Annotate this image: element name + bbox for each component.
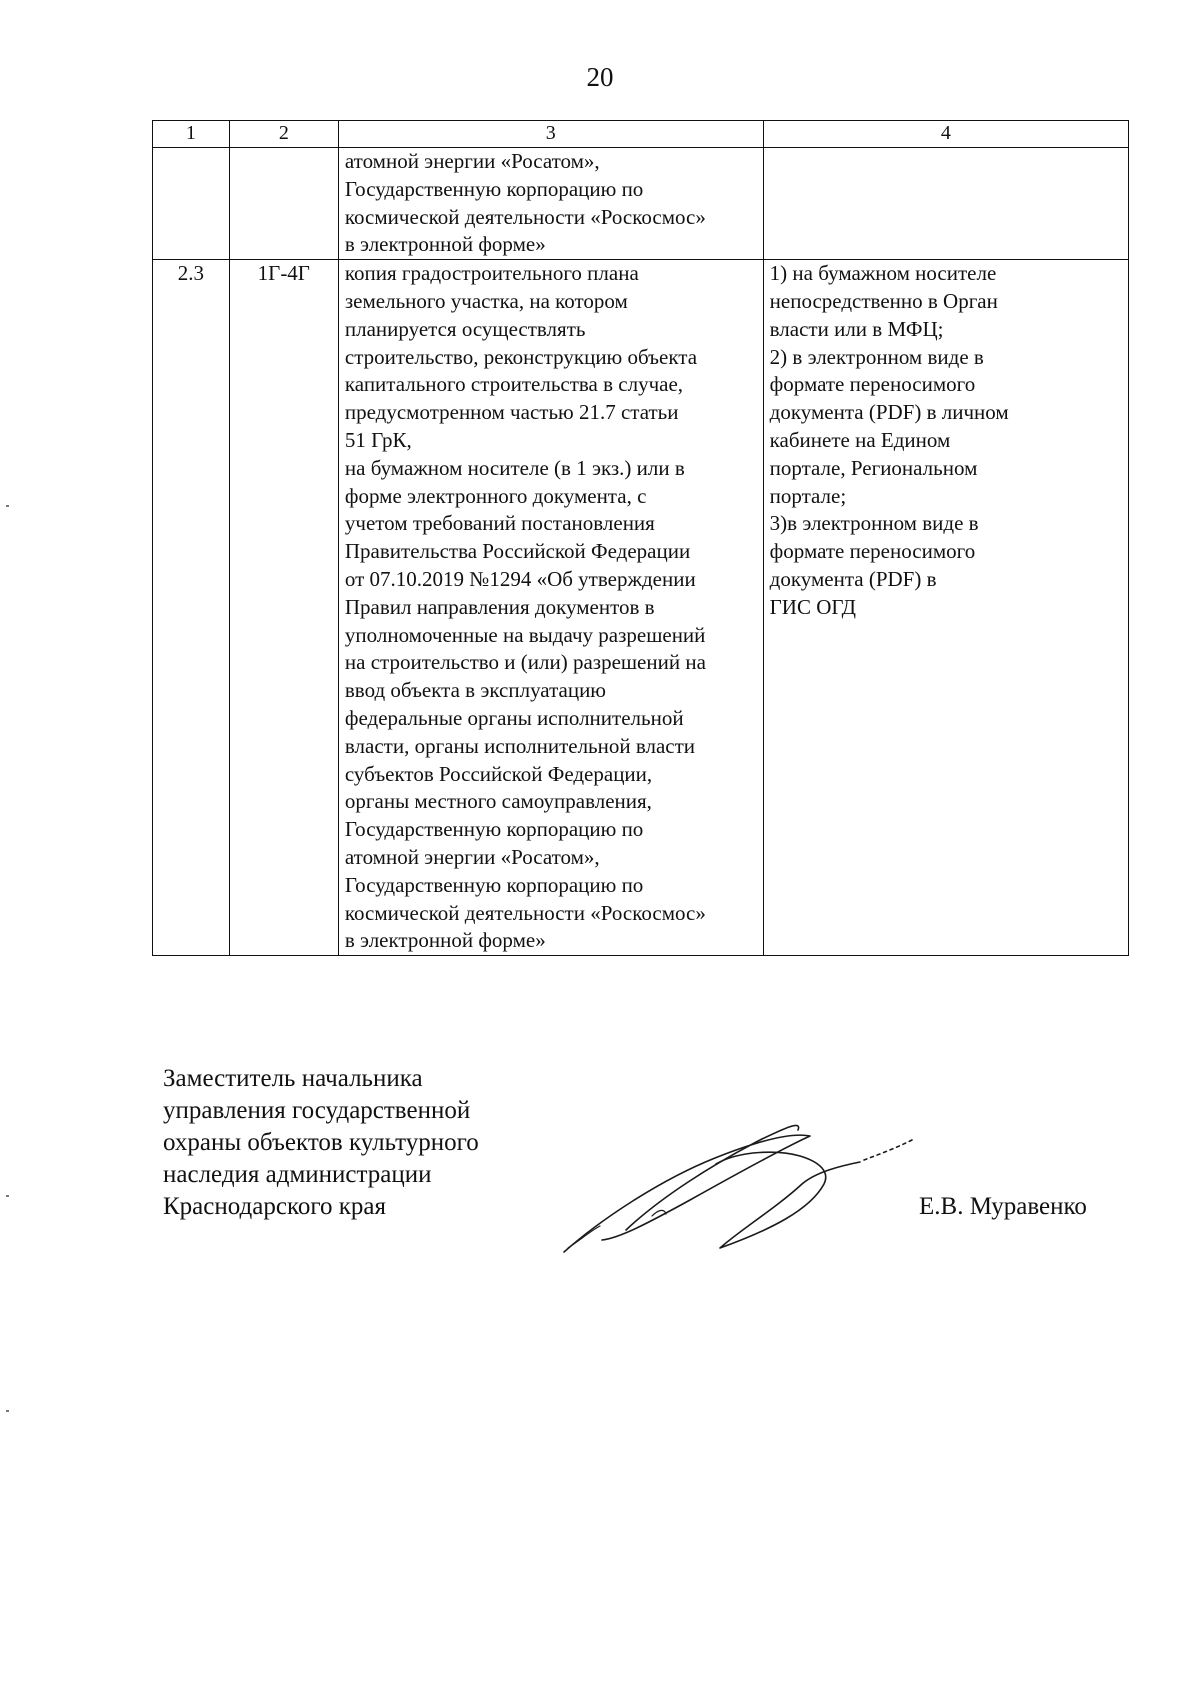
method-line: документа (PDF) в личном [769, 400, 1009, 425]
description-line: от 07.10.2019 №1294 «Об утверждении [344, 566, 696, 591]
column-header-1: 1 [153, 121, 230, 148]
description-line: капитального строительства в случае, [344, 372, 684, 397]
description-line: в электронной форме» [344, 928, 546, 953]
handwritten-signature [540, 1080, 960, 1290]
method-line: кабинете на Едином [769, 427, 951, 452]
description-line: субъектов Российской Федерации, [344, 761, 653, 786]
column-header-2: 2 [229, 121, 338, 148]
description-line: атомной энергии «Росатом», [344, 149, 600, 173]
description-line: земельного участка, на котором [344, 288, 628, 313]
description-line: предусмотренном частью 21.7 статьи [344, 400, 679, 425]
description-line: космической деятельности «Роскосмос» [344, 204, 706, 229]
scan-speck [6, 505, 9, 507]
method-line: формате переносимого [769, 539, 976, 564]
description-line: учетом требований постановления [344, 511, 655, 536]
document-table [152, 120, 1129, 956]
description-line: Правил направления документов в [344, 594, 655, 619]
description-line: Государственную корпорацию по [344, 176, 644, 201]
page-number: 20 [586, 62, 614, 92]
signatory-title-line: Заместитель начальника [163, 1065, 423, 1092]
method-line: ГИС ОГД [769, 594, 857, 619]
description-line: планируется осуществлять [344, 316, 586, 341]
description-line: в электронной форме» [344, 232, 546, 257]
description-line: Правительства Российской Федерации [344, 539, 691, 564]
description-line: органы местного самоуправления, [344, 789, 652, 814]
description-line: ввод объекта в эксплуатацию [344, 678, 606, 703]
continuation-code-cell [229, 148, 338, 260]
method-line: документа (PDF) в [769, 566, 937, 591]
method-line: 2) в электронном виде в [769, 344, 984, 369]
method-line: власти или в МФЦ; [769, 316, 944, 341]
description-line: Государственную корпорацию по [344, 872, 644, 897]
row-number-cell: 2.3 [153, 260, 230, 956]
continuation-description-cell [338, 148, 763, 260]
description-line: на строительство и (или) разрешений на [344, 650, 706, 675]
table-row-continuation [153, 148, 1129, 260]
description-line: копия градостроительного плана [344, 261, 639, 286]
signatory-title-line: охраны объектов культурного [163, 1129, 479, 1156]
scan-speck [6, 1410, 9, 1412]
table-row-2-3 [153, 260, 1129, 956]
row-code-cell: 1Г-4Г [229, 260, 338, 956]
signatory-title-block [163, 1063, 479, 1223]
row-submission-method-cell [763, 260, 1128, 956]
method-line: 3)в электронном виде в [769, 511, 979, 536]
signer-name: Е.В. Муравенко [919, 1193, 1087, 1220]
description-line: космической деятельности «Роскосмос» [344, 900, 706, 925]
description-line: атомной энергии «Росатом», [344, 844, 600, 869]
method-line: 1) на бумажном носителе [769, 261, 997, 286]
table-header-row [153, 121, 1129, 148]
method-line: формате переносимого [769, 372, 976, 397]
signatory-title-line: наследия администрации [163, 1161, 432, 1188]
description-line: федеральные органы исполнительной [344, 705, 684, 730]
signatory-title-line: управления государственной [163, 1097, 471, 1124]
method-line: портале, Региональном [769, 455, 978, 480]
row-description-cell [338, 260, 763, 956]
signatory-title-line: Краснодарского края [163, 1193, 386, 1220]
description-line: уполномоченные на выдачу разрешений [344, 622, 706, 647]
scan-speck [6, 1195, 9, 1197]
description-line: на бумажном носителе (в 1 экз.) или в [344, 455, 685, 480]
column-header-3: 3 [338, 121, 763, 148]
description-line: строительство, реконструкцию объекта [344, 344, 698, 369]
continuation-method-cell [763, 148, 1128, 260]
continuation-number-cell [153, 148, 230, 260]
method-line: портале; [769, 483, 847, 508]
description-line: форме электронного документа, с [344, 483, 647, 508]
column-header-4: 4 [763, 121, 1128, 148]
description-line: 51 ГрК, [344, 427, 412, 452]
description-line: власти, органы исполнительной власти [344, 733, 696, 758]
description-line: Государственную корпорацию по [344, 817, 644, 842]
method-line: непосредственно в Орган [769, 288, 998, 313]
